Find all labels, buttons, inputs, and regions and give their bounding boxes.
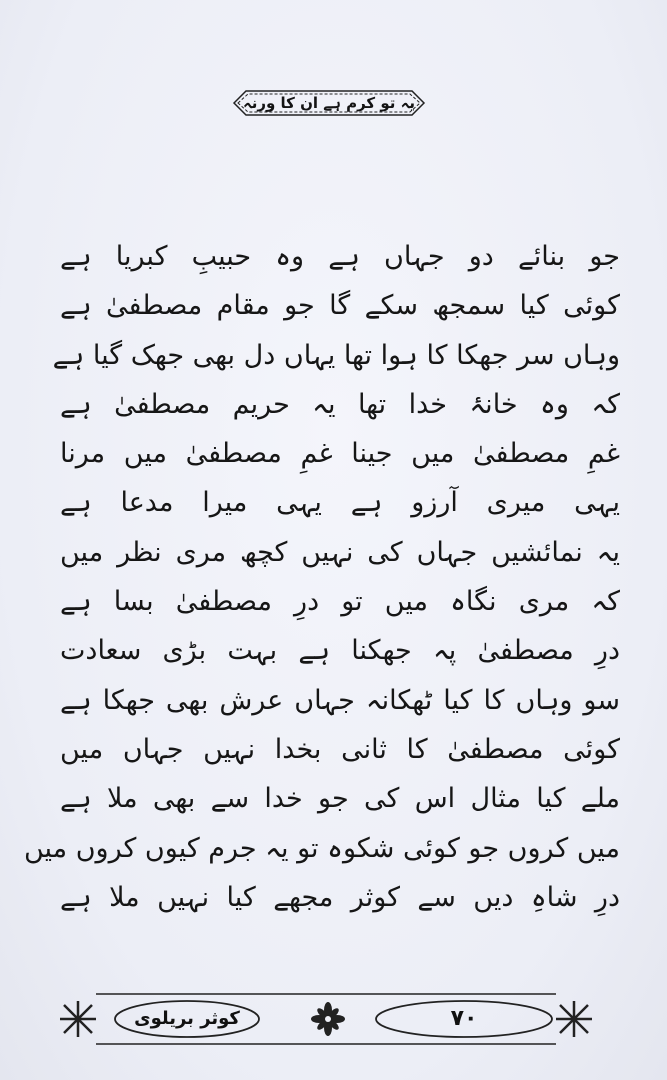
poem-line: کوئی مصطفیٰ کا ثانی بخدا نہیں جہاں میں — [60, 733, 620, 765]
poem-line: جو بنائے دو جہاں ہے وہ حبیبِ کبریا ہے — [60, 241, 620, 272]
poem-line: ملے کیا مثال اس کی جو خدا سے بھی ملا ہے — [60, 783, 620, 815]
title-banner — [228, 86, 430, 120]
author-name: کوثر بریلوی — [134, 1008, 240, 1029]
poem-line: درِ مصطفیٰ پہ جھکنا ہے بہت بڑی سعادت — [60, 635, 620, 667]
poem-line: کہ مری نگاہ میں تو درِ مصطفیٰ بسا ہے — [60, 586, 620, 618]
page-number: ۷۰ — [450, 1006, 478, 1031]
poem-line: وہاں سر جھکا کا ہوا تھا یہاں دل بھی جھک گیا ہے — [52, 339, 620, 371]
poem-line: یہ نمائشیں جہاں کی نہیں کچھ مری نظر میں — [60, 536, 620, 568]
poem-line: درِ شاہِ دیں سے کوثر مجھے کیا نہیں ملا ہے — [60, 881, 620, 913]
pinwheel-icon — [60, 1001, 96, 1037]
poem-line: کوئی کیا سمجھ سکے گا جو مقام مصطفیٰ ہے — [60, 290, 620, 322]
poem-line: غمِ مصطفیٰ میں جینا غمِ مصطفیٰ میں مرنا — [60, 438, 620, 470]
poem-line: سو وہاں کا کیا ٹھکانہ جہاں عرش بھی جھکا ہے — [60, 684, 620, 716]
poem-line: کہ وہ خانۂ خدا تھا یہ حریم مصطفیٰ ہے — [60, 388, 620, 420]
flower-icon — [311, 1002, 345, 1036]
page-title: یہ تو کرم ہے ان کا ورنہ — [242, 94, 416, 112]
poem — [23, 232, 620, 922]
poem-line: میں کروں جو کوئی شکوہ تو یہ جرم کیوں کروں میں — [23, 832, 620, 864]
footer — [56, 990, 596, 1050]
pinwheel-icon — [556, 1001, 592, 1037]
poem-line: یہی میری آرزو ہے یہی میرا مدعا ہے — [60, 487, 620, 519]
